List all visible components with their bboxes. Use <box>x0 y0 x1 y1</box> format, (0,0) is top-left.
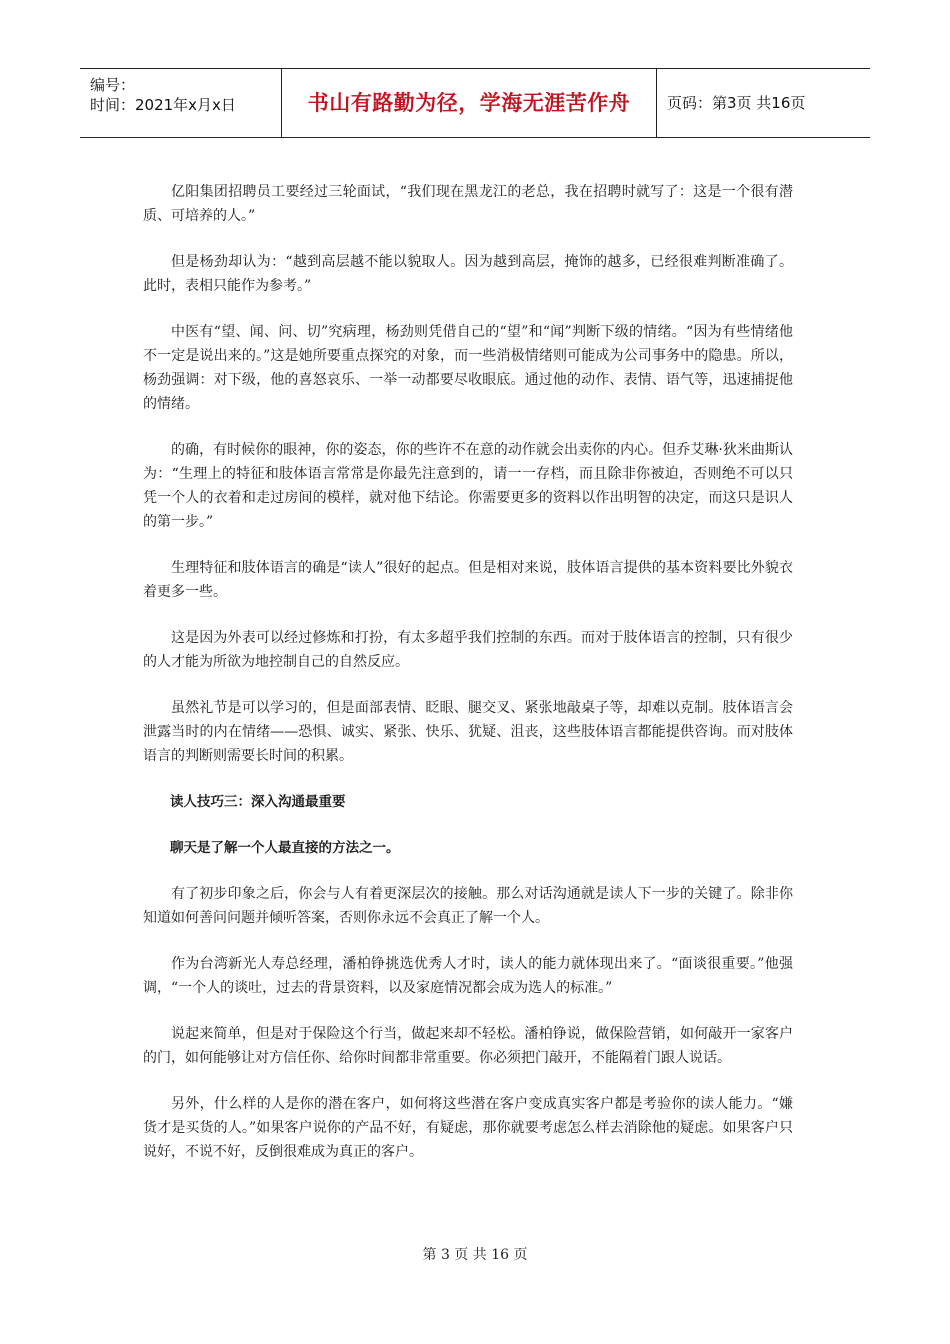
header-motto: 书山有路勤为径，学海无涯苦作舟 <box>282 69 657 137</box>
paragraph: 作为台湾新光人寿总经理，潘柏铮挑选优秀人才时，读人的能力就体现出来了。“面谈很重要。”他强调，“一个人的谈吐，过去的背景资料，以及家庭情况都会成为选人的标准。” <box>143 956 793 996</box>
header-meta <box>80 69 282 137</box>
paragraph: 生理特征和肢体语言的确是“读人”很好的起点。但是相对来说，肢体语言提供的基本资料要比外貌衣着更多一些。 <box>143 560 793 600</box>
header-page-info: 页码：第3页 共16页 <box>667 94 806 112</box>
paragraph: 这是因为外表可以经过修炼和打扮，有太多超乎我们控制的东西。而对于肢体语言的控制，只有很少的人才能为所欲为地控制自己的自然反应。 <box>143 630 793 670</box>
section-heading: 读人技巧三：深入沟通最重要 <box>170 794 346 810</box>
paragraph: 虽然礼节是可以学习的，但是面部表情、眨眼、腿交叉、紧张地敲桌子等，却难以克制。肢体语言会泄露当时的内在情绪——恐惧、诚实、紧张、快乐、犹疑、沮丧，这些肢体语言都能提供咨询。而对肢体语言的判断则需要长时间的积累。 <box>143 700 793 764</box>
section-subheading: 聊天是了解一个人最直接的方法之一。 <box>170 840 400 856</box>
paragraph: 有了初步印象之后，你会与人有着更深层次的接触。那么对话沟通就是读人下一步的关键了。除非你知道如何善问问题并倾听答案，否则你永远不会真正了解一个人。 <box>143 886 793 926</box>
paragraph: 说起来简单，但是对于保险这个行当，做起来却不轻松。潘柏铮说，做保险营销，如何敲开一家客户的门，如何能够让对方信任你、给你时间都非常重要。你必须把门敲开，不能隔着门跟人说话。 <box>143 1026 793 1066</box>
paragraph: 另外，什么样的人是你的潜在客户，如何将这些潜在客户变成真实客户都是考验你的读人能力。“嫌货才是买货的人。”如果客户说你的产品不好，有疑虑，那你就要考虑怎么样去消除他的疑虑。如果客户只说好，不说不好，反倒很难成为真正的客户。 <box>143 1096 793 1160</box>
page-footer: 第 3 页 共 16 页 <box>422 1247 528 1263</box>
paragraph: 但是杨劲却认为：“越到高层越不能以貌取人。因为越到高层，掩饰的越多，已经很难判断准确了。此时，表相只能作为参考。” <box>143 254 793 294</box>
date-label: 时间：2021年x月x日 <box>90 96 236 114</box>
page-header <box>80 68 870 138</box>
paragraph: 亿阳集团招聘员工要经过三轮面试，“我们现在黑龙江的老总，我在招聘时就写了：这是一个很有潜质、可培养的人。” <box>143 184 793 224</box>
paragraph: 的确，有时候你的眼神，你的姿态，你的些许不在意的动作就会出卖你的内心。但乔艾琳·狄米曲斯认为：“生理上的特征和肢体语言常常是你最先注意到的，请一一存档，而且除非你被迫，否则绝不可以只凭一个人的衣着和走过房间的模样，就对他下结论。你需要更多的资料以作出明智的决定，而这只是识人的第一步。” <box>143 442 793 530</box>
serial-number-label: 编号： <box>90 76 136 94</box>
paragraph: 中医有“望、闻、问、切”究病理，杨劲则凭借自己的“望”和“闻”判断下级的情绪。“因为有些情绪他不一定是说出来的。”这是她所要重点探究的对象，而一些消极情绪则可能成为公司事务中的隐患。所以，杨劲强调：对下级，他的喜怒哀乐、一举一动都要尽收眼底。通过他的动作、表情、语气等，迅速捕捉他的情绪。 <box>143 324 793 412</box>
document-body <box>143 180 793 1186</box>
